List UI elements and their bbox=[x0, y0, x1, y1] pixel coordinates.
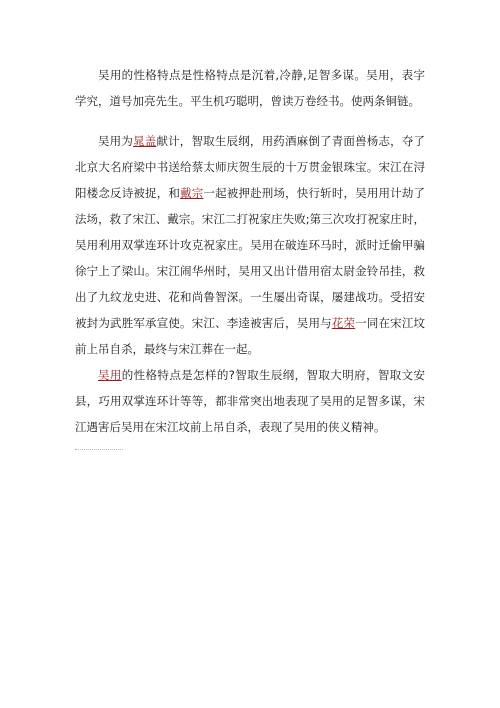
paragraph-intro bbox=[75, 62, 425, 114]
link-wu-yong[interactable]: 吴用 bbox=[98, 368, 122, 382]
intro-text: 吴用的性格特点是性格特点是沉着,冷静,足智多谋。吴用，表字学究，道号加亮先生。平生机巧聪明，曾读万卷经书。使两条铜链。 bbox=[75, 68, 425, 108]
link-hua-rong[interactable]: 花荣 bbox=[331, 316, 356, 330]
link-dai-zong[interactable]: 戴宗 bbox=[180, 186, 204, 200]
paragraph-deeds bbox=[75, 128, 425, 362]
paragraph-summary bbox=[75, 362, 425, 440]
deeds-text-2: 献计，智取生辰纲，用药酒麻倒了青面兽杨志，夺了北京大名府梁中书送给蔡太师庆贺生辰的十万贯金银珠宝。宋江在浔阳楼念反诗被捉，和 bbox=[75, 134, 426, 200]
deeds-text-4: 一同在宋江坟前上吊自杀，最终与宋江葬在一起。 bbox=[75, 316, 426, 356]
deeds-text-3: 一起被押赴刑场，快行斩时，吴用用计劫了法场，救了宋江、戴宗。宋江二打祝家庄失败;第三次攻打祝家庄时，吴用利用双掌连环计攻克祝家庄。吴用在破连环马时，派时迁偷甲骗徐宁上了梁山。宋江闹华州时，吴用又出计借用宿太尉金铃吊挂，救出了九纹龙史进、花和尚鲁智深。一生屡出奇谋，屡建战功。受招安被封为武胜军承宣使。宋江、李逵被害后，吴用与 bbox=[75, 186, 426, 330]
link-chao-gai[interactable]: 晁盖 bbox=[133, 134, 157, 148]
summary-text: 的性格特点是怎样的?智取生辰纲，智取大明府，智取文安县，巧用双掌连环计等等，都非常突出地表现了吴用的足智多谋，宋江遇害后吴用在宋江坟前上吊自杀，表现了吴用的侠义精神。 bbox=[75, 368, 426, 434]
article-body bbox=[75, 62, 425, 440]
deeds-text-1: 吴用为 bbox=[98, 134, 134, 148]
paragraph-gap bbox=[75, 114, 425, 128]
footer-divider bbox=[75, 449, 123, 450]
